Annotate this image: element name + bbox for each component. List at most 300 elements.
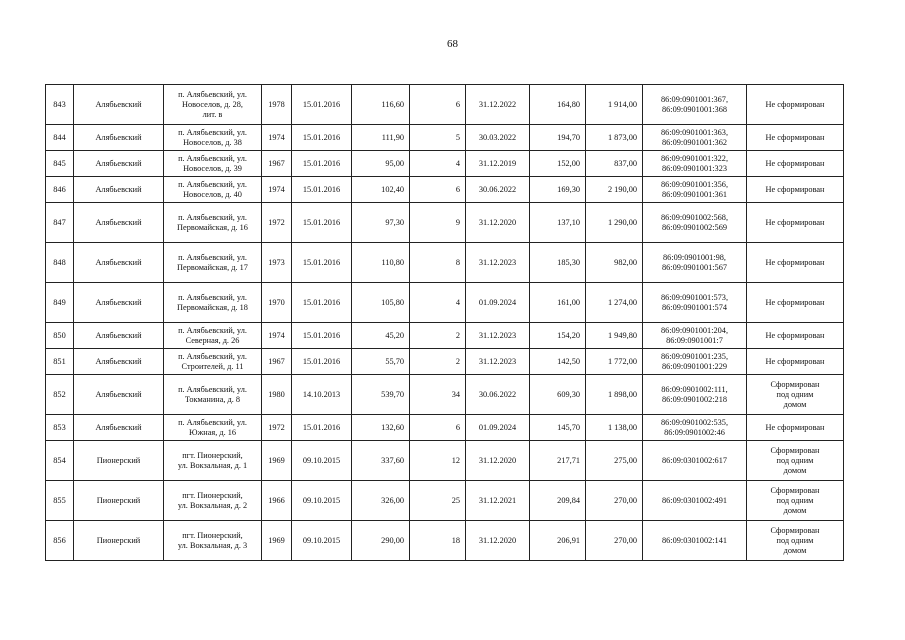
resettlement-date-cell-text: 30.06.2022 (478, 389, 517, 399)
recognition-date-cell (292, 481, 352, 521)
cadastre-cell-text: 86:09:0901001:204, (660, 325, 729, 335)
address-cell (164, 521, 262, 561)
year-built-cell-text: 1974 (268, 184, 285, 194)
address-cell (164, 415, 262, 441)
value-a-cell (530, 151, 586, 177)
residents-count-cell-text: 2 (455, 330, 460, 340)
cadastre-cell-text: 86:09:0901002:111, (661, 384, 728, 394)
municipality-cell-text: Алябьевский (95, 389, 142, 399)
residents-count-cell (410, 521, 466, 561)
row-number-text: 853 (53, 422, 66, 432)
value-a-cell (530, 177, 586, 203)
year-built-cell-text: 1966 (268, 495, 285, 505)
residents-count-cell (410, 441, 466, 481)
residents-count-cell-text: 8 (455, 257, 460, 267)
row-number (46, 375, 74, 415)
cadastre-cell-text: 86:09:0901001:322, (660, 153, 729, 163)
municipality-cell-text: Пионерский (96, 535, 141, 545)
value-a-cell-text: 206,91 (557, 535, 580, 545)
address-cell (164, 243, 262, 283)
table-row (46, 177, 844, 203)
table-row (46, 243, 844, 283)
value-a-cell-text: 609,30 (557, 389, 580, 399)
address-cell (164, 441, 262, 481)
recognition-date-cell-text: 15.01.2016 (302, 257, 341, 267)
residents-count-cell-text: 9 (455, 217, 460, 227)
value-a-cell-text: 194,70 (557, 132, 580, 142)
row-number (46, 151, 74, 177)
recognition-date-cell (292, 125, 352, 151)
year-built-cell-text: 1973 (268, 257, 285, 267)
recognition-date-cell-text: 15.01.2016 (302, 184, 341, 194)
land-status-cell-text: Сформирован (770, 445, 820, 455)
resettlement-date-cell-text: 01.09.2024 (478, 297, 517, 307)
recognition-date-cell-text: 15.01.2016 (302, 422, 341, 432)
recognition-date-cell-text: 15.01.2016 (302, 217, 341, 227)
year-built-cell-text: 1978 (268, 99, 285, 109)
residents-count-cell-text: 6 (455, 99, 460, 109)
row-number (46, 521, 74, 561)
row-number-text: 843 (53, 99, 66, 109)
value-a-cell-text: 137,10 (557, 217, 580, 227)
value-b-cell (586, 203, 643, 243)
value-b-cell-text: 837,00 (614, 158, 637, 168)
row-number (46, 203, 74, 243)
residents-count-cell (410, 415, 466, 441)
value-b-cell-text: 2 190,00 (607, 184, 637, 194)
cadastre-cell (643, 125, 747, 151)
address-cell-text: Южная, д. 16 (188, 427, 237, 437)
address-cell-text: пгт. Пионерский, (182, 530, 243, 540)
cadastre-cell-text: 86:09:0901001:363, (660, 127, 729, 137)
recognition-date-cell-text: 15.01.2016 (302, 297, 341, 307)
resettlement-date-cell-text: 31.12.2020 (478, 535, 517, 545)
area-cell (352, 481, 410, 521)
cadastre-cell (643, 177, 747, 203)
municipality-cell-text: Алябьевский (95, 257, 142, 267)
table-row (46, 125, 844, 151)
residents-count-cell (410, 349, 466, 375)
value-a-cell (530, 415, 586, 441)
land-status-cell (747, 481, 844, 521)
value-b-cell (586, 151, 643, 177)
area-cell-text: 337,60 (381, 455, 404, 465)
address-cell-text: ул. Вокзальная, д. 1 (177, 460, 248, 470)
municipality-cell-text: Алябьевский (95, 356, 142, 366)
value-a-cell (530, 521, 586, 561)
table-row (46, 283, 844, 323)
land-status-cell-text: домом (783, 465, 807, 475)
recognition-date-cell (292, 151, 352, 177)
land-status-cell-text: под одним (776, 455, 814, 465)
recognition-date-cell (292, 375, 352, 415)
municipality-cell (74, 203, 164, 243)
resettlement-date-cell-text: 30.03.2022 (478, 132, 517, 142)
cadastre-cell-text: 86:09:0901001:323 (662, 163, 727, 173)
recognition-date-cell (292, 203, 352, 243)
residents-count-cell (410, 481, 466, 521)
year-built-cell (262, 125, 292, 151)
recognition-date-cell-text: 09.10.2015 (302, 495, 341, 505)
cadastre-cell-text: 86:09:0901001:98, (663, 252, 726, 262)
area-cell (352, 415, 410, 441)
municipality-cell-text: Алябьевский (95, 330, 142, 340)
address-cell (164, 349, 262, 375)
area-cell (352, 243, 410, 283)
value-a-cell-text: 161,00 (557, 297, 580, 307)
cadastre-cell-text: 86:09:0301002:141 (662, 535, 727, 545)
land-status-cell-text: Не сформирован (765, 330, 825, 340)
address-cell (164, 323, 262, 349)
address-cell-text: п. Алябьевский, ул. (178, 292, 247, 302)
year-built-cell-text: 1974 (268, 330, 285, 340)
municipality-cell (74, 415, 164, 441)
land-status-cell (747, 151, 844, 177)
value-b-cell (586, 415, 643, 441)
land-status-cell-text: Не сформирован (765, 356, 825, 366)
address-cell (164, 125, 262, 151)
land-status-cell-text: домом (783, 545, 807, 555)
value-b-cell-text: 1 290,00 (607, 217, 637, 227)
cadastre-cell-text: 86:09:0901001:362 (662, 137, 727, 147)
year-built-cell (262, 415, 292, 441)
municipality-cell-text: Алябьевский (95, 217, 142, 227)
municipality-cell (74, 521, 164, 561)
address-cell-text: пгт. Пионерский, (182, 450, 243, 460)
resettlement-date-cell (466, 415, 530, 441)
value-a-cell (530, 203, 586, 243)
address-cell-text: п. Алябьевский, ул. (178, 417, 247, 427)
cadastre-cell-text: 86:09:0901001:573, (660, 292, 729, 302)
resettlement-date-cell-text: 31.12.2023 (478, 257, 517, 267)
row-number-text: 845 (53, 158, 66, 168)
address-cell-text: п. Алябьевский, ул. (178, 212, 247, 222)
recognition-date-cell-text: 15.01.2016 (302, 356, 341, 366)
recognition-date-cell-text: 15.01.2016 (302, 132, 341, 142)
land-status-cell-text: под одним (776, 495, 814, 505)
page-number: 68 (447, 38, 458, 50)
cadastre-cell-text: 86:09:0901001:574 (662, 302, 727, 312)
residents-count-cell-text: 12 (451, 455, 460, 465)
residents-count-cell (410, 85, 466, 125)
value-b-cell (586, 177, 643, 203)
municipality-cell (74, 441, 164, 481)
area-cell-text: 45,20 (385, 330, 404, 340)
year-built-cell-text: 1967 (268, 356, 285, 366)
row-number-text: 851 (53, 356, 66, 366)
value-b-cell-text: 270,00 (614, 535, 637, 545)
area-cell (352, 521, 410, 561)
cadastre-cell-text: 86:09:0901001:229 (662, 361, 727, 371)
residents-count-cell-text: 6 (455, 184, 460, 194)
residents-count-cell (410, 151, 466, 177)
resettlement-date-cell (466, 85, 530, 125)
year-built-cell-text: 1974 (268, 132, 285, 142)
resettlement-date-cell (466, 521, 530, 561)
cadastre-cell (643, 415, 747, 441)
cadastre-cell (643, 349, 747, 375)
value-a-cell-text: 154,20 (557, 330, 580, 340)
value-b-cell-text: 1 873,00 (607, 132, 637, 142)
value-b-cell-text: 275,00 (614, 455, 637, 465)
row-number (46, 441, 74, 481)
municipality-cell-text: Пионерский (96, 455, 141, 465)
year-built-cell (262, 375, 292, 415)
address-cell-text: Первомайская, д. 18 (177, 302, 248, 312)
row-number-text: 854 (53, 455, 66, 465)
land-status-cell (747, 415, 844, 441)
year-built-cell (262, 283, 292, 323)
cadastre-cell-text: 86:09:0901001:356, (660, 179, 729, 189)
resettlement-date-cell (466, 375, 530, 415)
resettlement-date-cell (466, 151, 530, 177)
recognition-date-cell (292, 415, 352, 441)
value-a-cell (530, 283, 586, 323)
address-cell-text: Новоселов, д. 38 (183, 137, 242, 147)
resettlement-date-cell-text: 31.12.2022 (478, 99, 517, 109)
address-cell-text: ул. Вокзальная, д. 2 (177, 500, 248, 510)
municipality-cell-text: Алябьевский (95, 132, 142, 142)
housing-registry-table (45, 84, 844, 561)
row-number-text: 850 (53, 330, 66, 340)
address-cell-text: Строителей, д. 11 (181, 361, 244, 371)
resettlement-date-cell (466, 243, 530, 283)
cadastre-cell-text: 86:09:0901001:367, (660, 94, 729, 104)
cadastre-cell (643, 441, 747, 481)
land-status-cell-text: Не сформирован (765, 99, 825, 109)
address-cell (164, 203, 262, 243)
land-status-cell-text: Не сформирован (765, 297, 825, 307)
land-status-cell (747, 375, 844, 415)
address-cell-text: п. Алябьевский, ул. (178, 89, 247, 99)
value-a-cell-text: 164,80 (557, 99, 580, 109)
value-b-cell-text: 1 949,80 (607, 330, 637, 340)
municipality-cell (74, 85, 164, 125)
recognition-date-cell-text: 15.01.2016 (302, 158, 341, 168)
value-b-cell (586, 441, 643, 481)
resettlement-date-cell (466, 283, 530, 323)
land-status-cell (747, 521, 844, 561)
area-cell-text: 111,90 (381, 132, 404, 142)
residents-count-cell (410, 375, 466, 415)
residents-count-cell-text: 34 (451, 389, 460, 399)
land-status-cell-text: домом (783, 505, 807, 515)
recognition-date-cell-text: 09.10.2015 (302, 455, 341, 465)
cadastre-cell (643, 375, 747, 415)
row-number-text: 847 (53, 217, 66, 227)
area-cell-text: 102,40 (381, 184, 404, 194)
resettlement-date-cell-text: 31.12.2023 (478, 356, 517, 366)
land-status-cell-text: Не сформирован (765, 257, 825, 267)
land-status-cell-text: под одним (776, 389, 814, 399)
municipality-cell (74, 151, 164, 177)
cadastre-cell-text: 86:09:0901001:7 (666, 335, 723, 345)
municipality-cell-text: Алябьевский (95, 184, 142, 194)
residents-count-cell (410, 203, 466, 243)
residents-count-cell (410, 243, 466, 283)
cadastre-cell-text: 86:09:0901002:46 (664, 427, 725, 437)
year-built-cell-text: 1972 (268, 422, 285, 432)
table-row (46, 203, 844, 243)
table-row (46, 151, 844, 177)
value-b-cell (586, 243, 643, 283)
value-b-cell-text: 1 914,00 (607, 99, 637, 109)
recognition-date-cell (292, 243, 352, 283)
municipality-cell-text: Алябьевский (95, 99, 142, 109)
municipality-cell-text: Алябьевский (95, 422, 142, 432)
resettlement-date-cell-text: 31.12.2020 (478, 217, 517, 227)
value-b-cell (586, 323, 643, 349)
value-b-cell (586, 283, 643, 323)
address-cell-text: п. Алябьевский, ул. (178, 179, 247, 189)
address-cell-text: ул. Вокзальная, д. 3 (177, 540, 248, 550)
year-built-cell-text: 1970 (268, 297, 285, 307)
address-cell-text: п. Алябьевский, ул. (178, 127, 247, 137)
address-cell-text: Первомайская, д. 17 (177, 262, 248, 272)
cadastre-cell (643, 521, 747, 561)
table-row (46, 375, 844, 415)
value-a-cell (530, 481, 586, 521)
value-a-cell (530, 441, 586, 481)
cadastre-cell-text: 86:09:0901001:368 (662, 104, 727, 114)
value-a-cell-text: 142,50 (557, 356, 580, 366)
row-number (46, 125, 74, 151)
area-cell-text: 55,70 (385, 356, 404, 366)
value-b-cell-text: 270,00 (614, 495, 637, 505)
value-a-cell (530, 349, 586, 375)
residents-count-cell-text: 4 (455, 297, 460, 307)
year-built-cell-text: 1972 (268, 217, 285, 227)
value-a-cell-text: 217,71 (557, 455, 580, 465)
resettlement-date-cell (466, 441, 530, 481)
table-row (46, 323, 844, 349)
area-cell (352, 85, 410, 125)
recognition-date-cell (292, 323, 352, 349)
address-cell-text: Северная, д. 26 (185, 335, 240, 345)
year-built-cell-text: 1969 (268, 455, 285, 465)
resettlement-date-cell (466, 481, 530, 521)
land-status-cell (747, 243, 844, 283)
area-cell-text: 116,60 (381, 99, 404, 109)
cadastre-cell-text: 86:09:0301002:617 (662, 455, 727, 465)
cadastre-cell (643, 203, 747, 243)
resettlement-date-cell (466, 177, 530, 203)
cadastre-cell-text: 86:09:0901002:569 (662, 222, 727, 232)
cadastre-cell-text: 86:09:0301002:491 (662, 495, 727, 505)
resettlement-date-cell (466, 323, 530, 349)
residents-count-cell-text: 4 (455, 158, 460, 168)
recognition-date-cell-text: 15.01.2016 (302, 99, 341, 109)
row-number-text: 844 (53, 132, 66, 142)
cadastre-cell (643, 323, 747, 349)
cadastre-cell (643, 283, 747, 323)
land-status-cell-text: Не сформирован (765, 132, 825, 142)
residents-count-cell (410, 283, 466, 323)
area-cell-text: 326,00 (381, 495, 404, 505)
land-status-cell (747, 349, 844, 375)
recognition-date-cell-text: 15.01.2016 (302, 330, 341, 340)
value-b-cell-text: 982,00 (614, 257, 637, 267)
recognition-date-cell (292, 85, 352, 125)
municipality-cell-text: Алябьевский (95, 158, 142, 168)
table-row (46, 441, 844, 481)
address-cell (164, 85, 262, 125)
row-number (46, 415, 74, 441)
cadastre-cell-text: 86:09:0901002:535, (660, 417, 729, 427)
recognition-date-cell (292, 441, 352, 481)
value-a-cell-text: 209,84 (557, 495, 580, 505)
resettlement-date-cell-text: 31.12.2021 (478, 495, 517, 505)
row-number (46, 243, 74, 283)
address-cell (164, 375, 262, 415)
cadastre-cell (643, 151, 747, 177)
area-cell (352, 349, 410, 375)
land-status-cell (747, 177, 844, 203)
area-cell-text: 290,00 (381, 535, 404, 545)
value-a-cell (530, 85, 586, 125)
row-number-text: 855 (53, 495, 66, 505)
recognition-date-cell-text: 09.10.2015 (302, 535, 341, 545)
address-cell-text: Первомайская, д. 16 (177, 222, 248, 232)
recognition-date-cell (292, 349, 352, 375)
land-status-cell-text: Не сформирован (765, 158, 825, 168)
land-status-cell-text: Не сформирован (765, 217, 825, 227)
land-status-cell (747, 323, 844, 349)
resettlement-date-cell (466, 125, 530, 151)
cadastre-cell (643, 85, 747, 125)
area-cell-text: 97,30 (385, 217, 404, 227)
land-status-cell-text: Не сформирован (765, 184, 825, 194)
year-built-cell (262, 85, 292, 125)
address-cell-text: Новоселов, д. 28, (182, 99, 243, 109)
address-cell-text: пгт. Пионерский, (182, 490, 243, 500)
residents-count-cell (410, 125, 466, 151)
land-status-cell (747, 85, 844, 125)
value-a-cell-text: 185,30 (557, 257, 580, 267)
area-cell-text: 132,60 (381, 422, 404, 432)
cadastre-cell (643, 481, 747, 521)
year-built-cell (262, 323, 292, 349)
year-built-cell (262, 151, 292, 177)
municipality-cell (74, 375, 164, 415)
value-b-cell-text: 1 138,00 (607, 422, 637, 432)
area-cell-text: 105,80 (381, 297, 404, 307)
land-status-cell (747, 203, 844, 243)
area-cell-text: 110,80 (381, 257, 404, 267)
address-cell-text: п. Алябьевский, ул. (178, 153, 247, 163)
table-body (46, 85, 844, 561)
address-cell-text: Новоселов, д. 39 (183, 163, 242, 173)
cadastre-cell-text: 86:09:0901002:568, (660, 212, 729, 222)
area-cell (352, 283, 410, 323)
area-cell (352, 151, 410, 177)
municipality-cell (74, 283, 164, 323)
land-status-cell-text: Сформирован (770, 485, 820, 495)
year-built-cell (262, 481, 292, 521)
year-built-cell (262, 177, 292, 203)
area-cell (352, 375, 410, 415)
value-a-cell (530, 243, 586, 283)
land-status-cell (747, 125, 844, 151)
year-built-cell (262, 521, 292, 561)
cadastre-cell-text: 86:09:0901001:567 (662, 262, 727, 272)
municipality-cell (74, 481, 164, 521)
area-cell-text: 95,00 (385, 158, 404, 168)
table-row (46, 521, 844, 561)
address-cell-text: лит. в (202, 109, 223, 119)
residents-count-cell-text: 25 (451, 495, 460, 505)
resettlement-date-cell-text: 01.09.2024 (478, 422, 517, 432)
